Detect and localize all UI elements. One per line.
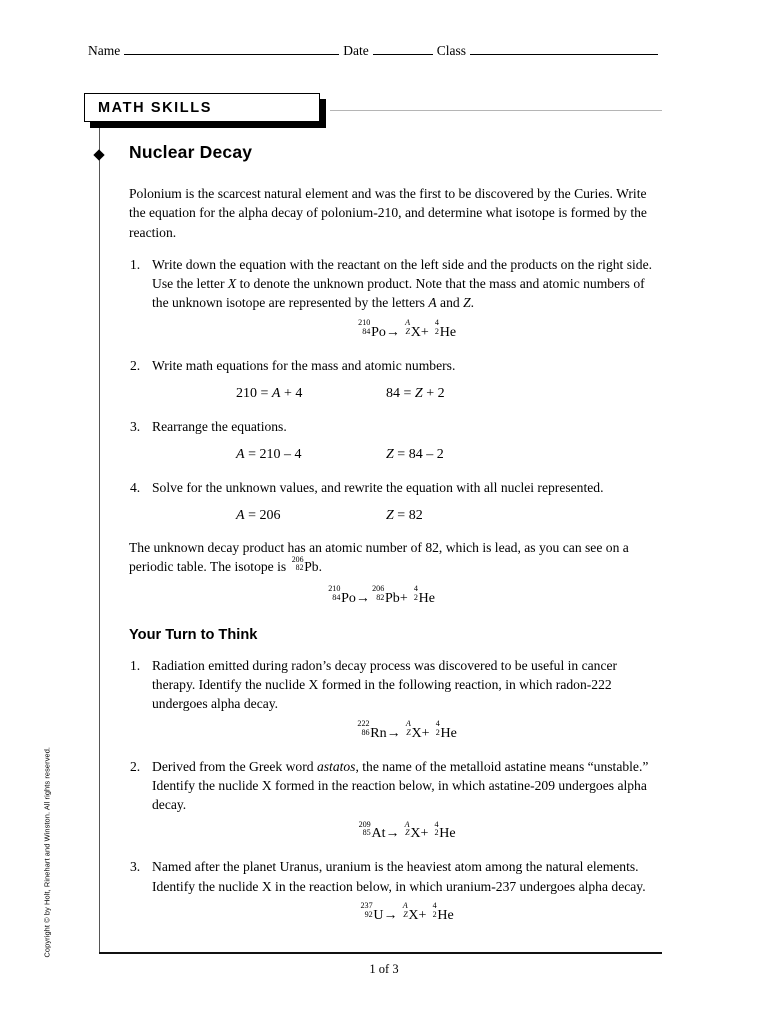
variable-x: X [227,276,237,292]
equation-final [99,584,662,607]
isotope-product-1: 206 82 [372,584,385,602]
isotope-product-1: A Z [402,901,408,919]
isotope-product-2: 4 2 [413,584,418,602]
question-item [99,757,660,845]
variable-a: A [428,295,437,311]
name-label: Name [88,43,121,58]
variable-z: Z [463,295,471,311]
isotope-product-2: 4 2 [435,719,440,737]
element-symbol: X [411,725,422,741]
isotope-reactant: 237 92 [360,901,373,919]
atomic-number-equation: Z = 84 – 2 [386,447,444,463]
equation-step-3 [152,445,660,465]
date-label: Date [343,43,369,58]
page-title: Nuclear Decay [129,142,253,162]
plus-sign: + [420,826,429,842]
conclusion-paragraph [129,538,659,577]
question-number: 1. [130,657,141,673]
equation-question-3 [152,901,660,926]
atomic-number-equation: 84 = Z + 2 [386,385,445,401]
element-symbol: At [371,826,386,842]
isotope-reactant: 210 84 [328,584,341,602]
header-divider-rule [330,110,662,111]
isotope-product-1: A Z [405,719,411,737]
element-symbol: Pb [304,559,319,575]
diamond-bullet-icon [93,149,104,160]
copyright-notice: Copyright © by Holt, Rinehart and Winston. All rights reserved. [42,746,52,958]
plus-sign: + [421,725,430,741]
isotope-product-1: A Z [404,820,410,838]
step-text-part: . [470,295,475,311]
question-item [99,857,660,925]
step-number: 1. [130,256,141,272]
question-number: 3. [130,859,141,875]
isotope-product-2: 4 2 [432,901,437,919]
element-symbol: U [373,907,384,923]
atomic-number-result: Z = 82 [386,508,423,524]
step-number: 3. [130,418,141,434]
question-number: 2. [130,758,141,774]
date-blank[interactable] [373,43,433,55]
isotope-lead-inline: 206 82 [291,554,304,572]
step-number: 2. [130,357,141,373]
step-text: Write math equations for the mass and atomic numbers. [152,357,456,373]
step-number: 4. [130,480,141,495]
isotope-reactant: 209 85 [358,820,371,838]
question-text: Radiation emitted during radon’s decay process was discovered to be useful in cancer therapy. Identify the nuclide X formed in the following reaction, in which radon-222 undergoes alpha decay. [152,657,618,712]
bottom-margin-rule [99,952,662,954]
title-row [99,140,662,173]
question-item [99,656,660,744]
equation-question-1 [152,719,660,744]
element-symbol: X [410,324,421,340]
reaction-arrow-icon: → [385,324,400,340]
question-text-part: , the name of the metalloid astatine means “unstable.” Identify the nuclide X formed in the reaction below, in which astatine-209 undergoes alpha decay. [152,758,649,813]
content-column [99,140,662,928]
question-text [152,757,660,815]
step-text-part: and [436,295,464,311]
page-footer: 1 of 3 [369,962,399,976]
question-text: Named after the planet Uranus, uranium is the heaviest atom among the natural elements. Identify the nuclide X in the reaction below, in which uranium-237 undergoes alpha decay. [152,859,646,894]
element-symbol: He [440,725,457,741]
math-skills-banner [84,93,320,122]
isotope-product-2: 4 2 [434,820,439,838]
question-text-part: Derived from the Greek word [152,758,317,774]
isotope-reactant: 210 84 [358,318,371,336]
reaction-arrow-icon: → [386,725,401,741]
class-blank[interactable] [470,43,658,55]
plus-sign: + [418,907,427,923]
step-item [99,255,660,343]
element-symbol: He [439,826,456,842]
worked-example-steps [99,255,662,526]
equation-step-1 [152,318,660,343]
step-text: Solve for the unknown values, and rewrite the equation with all nuclei represented. [152,480,604,495]
your-turn-questions [99,656,662,926]
plus-sign: + [399,590,408,606]
element-symbol: He [439,324,457,340]
reaction-arrow-icon: → [385,826,400,842]
conclusion-text: . [318,559,323,575]
element-symbol: Pb [385,590,400,606]
mass-number-result: A = 206 [236,508,281,524]
name-blank[interactable] [124,43,339,55]
class-label: Class [436,43,466,58]
step-text-part: Write down the equation with the reactant on the left side and the products on the right side. Use the letter [152,256,653,292]
element-symbol: X [408,907,419,923]
element-symbol: He [437,907,454,923]
step-text [152,255,660,313]
mass-number-equation: 210 = A + 4 [236,385,303,401]
equation-step-2 [152,384,660,404]
step-item [99,417,660,465]
isotope-reactant: 222 86 [357,719,370,737]
isotope-product-1: A Z [405,318,411,336]
mass-number-equation: A = 210 – 4 [236,447,302,463]
step-text: Rearrange the equations. [152,418,287,434]
intro-paragraph: Polonium is the scarcest natural element and was the first to be discovered by the Curies. Write the equation for the alpha decay of polonium-210, and determine what isotope is formed by the reaction. [129,186,647,240]
element-symbol: X [410,826,421,842]
reaction-arrow-icon: → [383,907,398,923]
step-text-part: to denote the unknown product. Note that the mass and atomic numbers of the unknown isotope are represented by the letters [152,276,645,311]
element-symbol: Rn [370,725,387,741]
name-date-class-line [88,43,662,59]
conclusion-text: The unknown decay product has an atomic number of 82, which is lead, as you can see on a periodic table. The isotope is [129,540,629,575]
isotope-product-2: 4 2 [434,318,439,336]
math-skills-label: MATH SKILLS [98,99,212,116]
greek-word-astatos: astatos [316,758,356,774]
reaction-arrow-icon: → [355,590,370,606]
your-turn-heading: Your Turn to Think [129,626,258,643]
step-item [99,478,660,526]
element-symbol: Po [371,324,386,340]
plus-sign: + [420,324,429,340]
element-symbol: Po [341,590,356,606]
element-symbol: He [418,590,435,606]
step-item [99,356,660,404]
equation-step-4 [152,506,660,526]
equation-question-2 [152,820,660,844]
